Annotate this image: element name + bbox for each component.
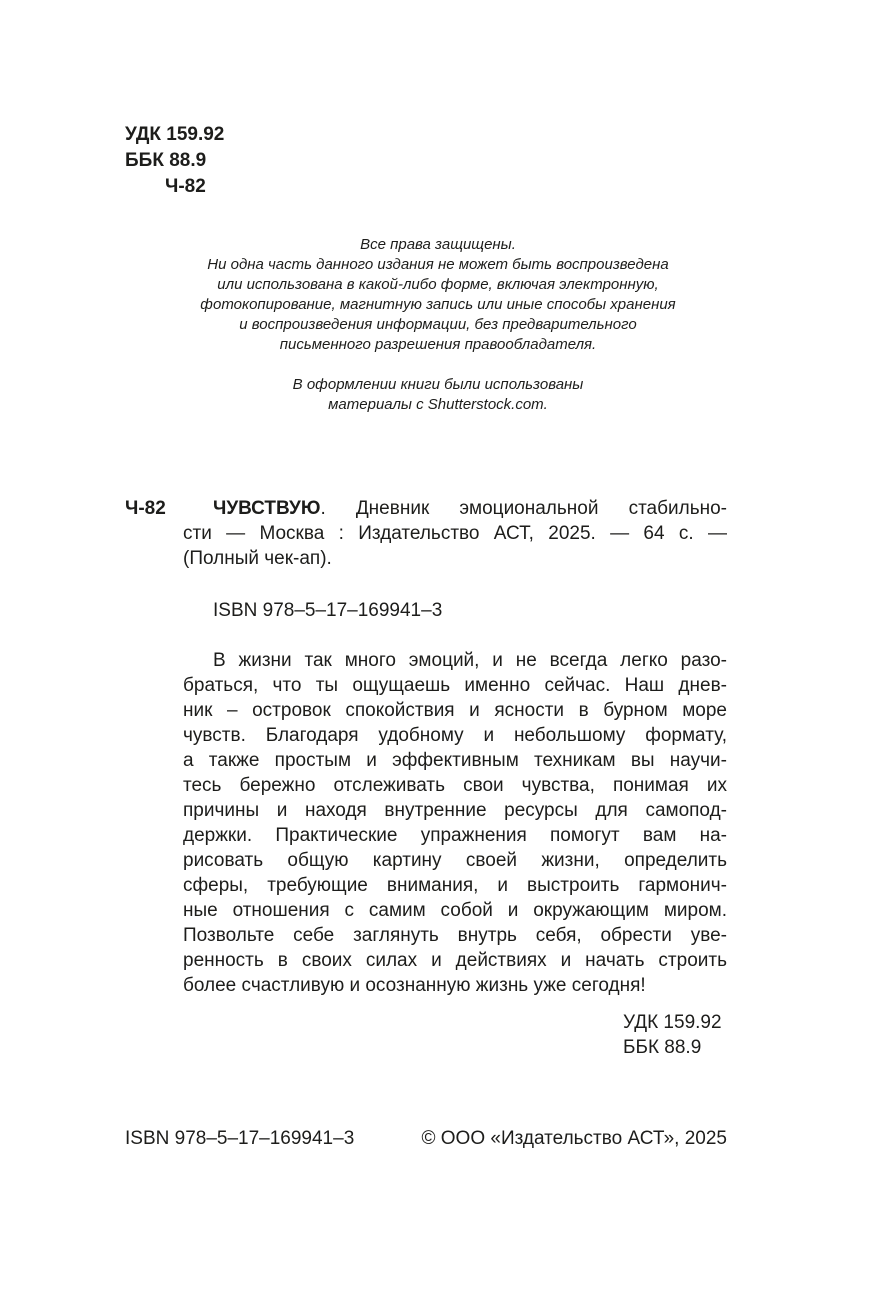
annotation-line: Позвольте себе заглянуть внутрь себя, обрести уве- [183,925,727,946]
classification-block [125,122,224,200]
annotation-line: держки. Практические упражнения помогут вам на- [183,825,727,846]
biblio-line-3: (Полный чек-ап). [183,548,332,569]
rights-line: фотокопирование, магнитную запись или иные способы хранения [200,296,676,313]
rights-line: Ни одна часть данного издания не может быть воспроизведена [207,256,669,273]
annotation-line: а также простым и эффективным техникам вы научи- [183,750,727,771]
rights-line: или использована в какой-либо форме, включая электронную, [217,276,659,293]
classification-codes-right [623,1010,722,1060]
footer [125,1126,727,1151]
bibliographic-record [125,496,727,571]
annotation-line: ренность в своих силах и действиях и начать строить [183,950,727,971]
annotation-line: тесь бережно отслеживать свои чувства, понимая их [183,775,727,796]
materials-line: материалы с Shutterstock.com. [328,396,548,413]
annotation-line: ник – островок спокойствия и ясности в бурном море [183,700,727,721]
rights-line: Все права защищены. [360,236,516,253]
annotation-line: рисовать общую картину своей жизни, определить [183,850,727,871]
biblio-isbn: ISBN 978–5–17–169941–3 [213,600,443,621]
rights-line: письменного разрешения правообладателя. [279,336,597,353]
udk-code-right: УДК 159.92 [623,1012,722,1033]
annotation-line: сферы, требующие внимания, и выстроить гармонич- [183,875,727,896]
annotation-line: чувств. Благодаря удобному и небольшому формату, [183,725,727,746]
bbk-code-right: ББК 88.9 [623,1037,702,1058]
biblio-line-1-rest: . Дневник эмоциональной стабильно- [320,498,727,519]
annotation-line: причины и находя внутренние ресурсы для самопод- [183,800,727,821]
biblio-line-2: сти — Москва : Издательство АСТ, 2025. — 64 с. — [183,523,727,544]
rights-notice [125,235,751,415]
biblio-entry [183,496,727,571]
annotation-line: браться, что ты ощущаешь именно сейчас. Наш днев- [183,675,727,696]
materials-line: В оформлении книги были использованы [292,376,584,393]
annotation-line: более счастливую и осознанную жизнь уже сегодня! [183,975,646,996]
udk-code: УДК 159.92 [125,124,225,145]
footer-copyright: © ООО «Издательство АСТ», 2025 [421,1128,727,1149]
bbk-code: ББК 88.9 [125,150,207,171]
book-title: ЧУВСТВУЮ [213,498,321,519]
biblio-line-1 [183,496,727,521]
annotation-line: ные отношения с самим собой и окружающим миром. [183,900,727,921]
annotation-line: В жизни так много эмоций, и не всегда легко разо- [213,650,727,671]
footer-isbn: ISBN 978–5–17–169941–3 [125,1128,355,1149]
biblio-code: Ч-82 [125,498,166,519]
annotation [183,648,727,998]
author-mark: Ч-82 [165,176,206,197]
rights-line: и воспроизведения информации, без предварительного [239,316,637,333]
